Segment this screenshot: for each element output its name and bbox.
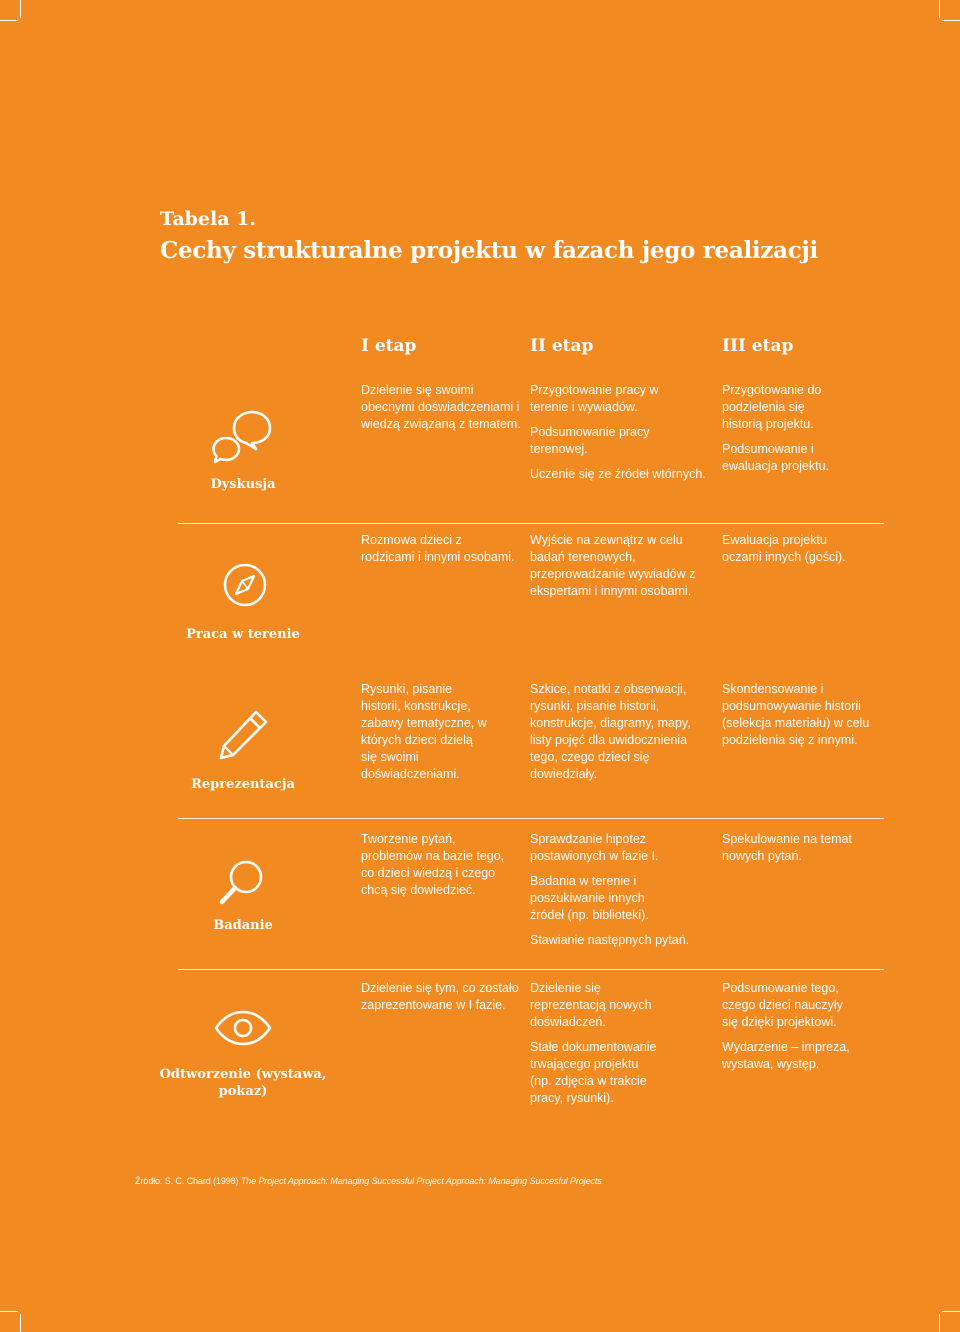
- source-prefix: Źródło: S. C. Chard (1998): [135, 1176, 241, 1186]
- cell-odtworzenie-stage1: [361, 980, 521, 1022]
- cell-text: Dzielenie się tym, co zostało zaprezentowane w I fazie.: [361, 981, 519, 1012]
- cell-praca-stage3: [722, 532, 850, 574]
- cell-text: Przygotowanie do podzielenia się historią projektu.: [722, 383, 822, 431]
- stage-header-1: I etap: [361, 336, 417, 356]
- cell-dyskusja-stage1: [361, 382, 521, 441]
- cell-reprezentacja-stage2: [530, 681, 700, 791]
- row-divider: [178, 969, 884, 970]
- speech-bubbles-icon: [212, 408, 274, 464]
- pencil-icon: [216, 708, 270, 762]
- cell-text: Wyjście na zewnątrz w celu badań terenowych, przeprowadzanie wywiadów z ekspertami i innymi osobami.: [530, 533, 696, 598]
- cell-text: Rozmowa dzieci z rodzicami i innymi osobami.: [361, 533, 515, 564]
- row-divider: [178, 818, 884, 819]
- cell-dyskusja-stage3: [722, 382, 842, 483]
- cell-text: Skondensowanie i podsumowywanie historii (selekcja materiału) w celu podzielenia się z innymi.: [722, 682, 870, 747]
- magnifier-icon: [218, 858, 266, 906]
- cell-text: Dzielenie się swoimi obecnymi doświadczeniami i wiedzą związaną z tematem.: [361, 383, 521, 431]
- cell-badanie-stage2: [530, 831, 700, 957]
- cell-text: Spekulowanie na temat nowych pytań.: [722, 832, 852, 863]
- cell-dyskusja-stage2: [530, 382, 710, 491]
- cell-text: Podsumowanie i ewaluacja projektu.: [722, 442, 830, 473]
- cell-text: Podsumowanie tego, czego dzieci nauczyły się dzięki projektowi.: [722, 981, 843, 1029]
- page-title: Cechy strukturalne projektu w fazach jego realizacji: [160, 237, 818, 264]
- cell-praca-stage1: [361, 532, 521, 574]
- crop-mark: [942, 20, 960, 21]
- title-block: [160, 206, 818, 268]
- crop-mark: [942, 1311, 960, 1312]
- cell-text: Uczenie się ze źródeł wtórnych.: [530, 467, 706, 481]
- cell-reprezentacja-stage1: [361, 681, 491, 791]
- phase-label-reprezentacja: Reprezentacja: [191, 777, 295, 792]
- crop-mark: [20, 0, 21, 18]
- cell-text: Sprawdzanie hipotez postawionych w fazie I.: [530, 832, 659, 863]
- crop-mark: [939, 1314, 940, 1332]
- cell-text: Stawianie następnych pytań.: [530, 933, 690, 947]
- compass-icon: [222, 562, 268, 608]
- cell-text: Dzielenie się reprezentacją nowych doświadczeń.: [530, 981, 652, 1029]
- cell-text: Ewaluacja projektu oczami innych (gości).: [722, 533, 846, 564]
- phase-label-dyskusja: Dyskusja: [210, 477, 276, 492]
- source-note: [135, 1176, 602, 1186]
- crop-mark: [939, 0, 940, 18]
- stage-header-2: II etap: [530, 336, 594, 356]
- phase-label-praca-w-terenie: Praca w terenie: [186, 627, 300, 642]
- cell-text: Wydarzenie – impreza, wystawa, występ.: [722, 1040, 850, 1071]
- cell-text: Szkice, notatki z obserwacji, rysunki, pisanie historii, konstrukcje, diagramy, mapy, listy pojęć dla uwidocznienia tego, czego dzieci się dowiedziały.: [530, 682, 691, 781]
- cell-text: Podsumowanie pracy terenowej.: [530, 425, 650, 456]
- cell-text: Stałe dokumentowanie trwającego projektu (np. zdjęcia w trakcie pracy, rysunki).: [530, 1040, 657, 1105]
- cell-text: Rysunki, pisanie historii, konstrukcje, zabawy tematyczne, w których dzieci dzielą się swoimi doświadczeniami.: [361, 682, 487, 781]
- table-label: Tabela 1.: [160, 208, 256, 230]
- crop-mark: [0, 20, 18, 21]
- eye-icon: [213, 1010, 273, 1046]
- cell-text: Badania w terenie i poszukiwanie innych źródeł (np. biblioteki).: [530, 874, 649, 922]
- stage-header-3: III etap: [722, 336, 794, 356]
- cell-reprezentacja-stage3: [722, 681, 872, 757]
- crop-mark: [20, 1314, 21, 1332]
- source-title: The Project Approach: Managing Successful Project Approach: Managing Succesful Projects: [240, 1176, 602, 1186]
- cell-odtworzenie-stage3: [722, 980, 852, 1081]
- cell-odtworzenie-stage2: [530, 980, 680, 1115]
- cell-text: Tworzenie pytań, problemów na bazie tego, co dzieci wiedzą i czego chcą się dowiedzieć.: [361, 832, 505, 897]
- cell-praca-stage2: [530, 532, 702, 608]
- phase-label-badanie: Badanie: [213, 918, 273, 933]
- row-divider: [178, 523, 884, 524]
- phase-label-odtworzenie: Odtworzenie (wystawa, pokaz): [159, 1067, 327, 1099]
- cell-badanie-stage1: [361, 831, 511, 907]
- cell-text: Przygotowanie pracy w terenie i wywiadów.: [530, 383, 659, 414]
- crop-mark: [0, 1311, 18, 1312]
- cell-badanie-stage3: [722, 831, 862, 873]
